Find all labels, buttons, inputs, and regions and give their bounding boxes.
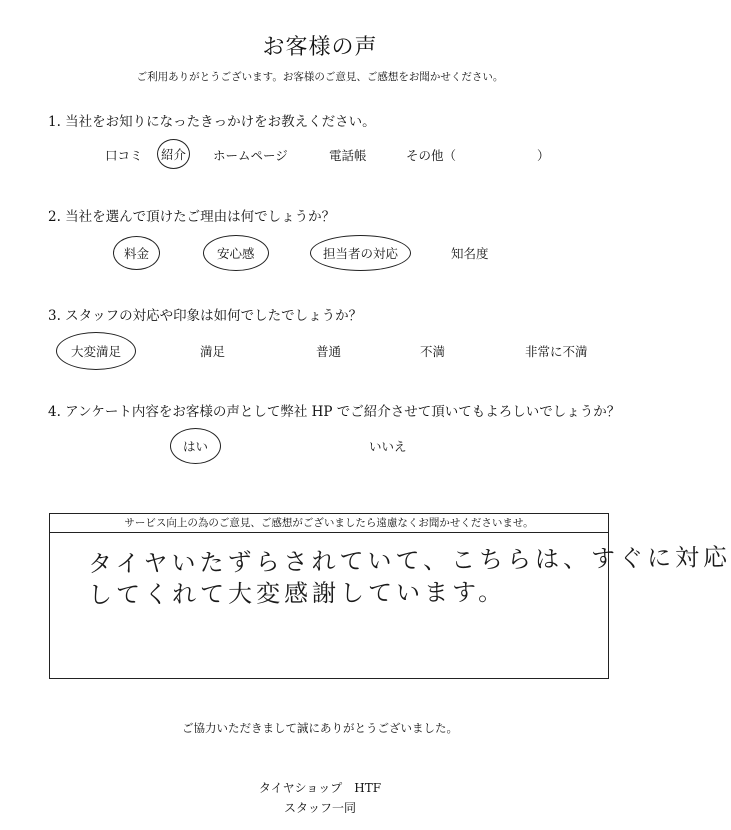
q3-option-futsuu[interactable]: 普通 (316, 344, 342, 359)
q1-option-shoukai-label: 紹介 (161, 147, 187, 162)
q2-option-tantousha-label: 担当者の対応 (323, 246, 399, 261)
q2-option-anshinkan-circled[interactable] (203, 235, 269, 271)
staff-signature: スタッフ一同 (283, 801, 356, 815)
q1-option-other-close: ） (537, 148, 550, 163)
q4-option-iie[interactable]: いいえ (369, 439, 407, 454)
q3-option-fuman[interactable]: 不満 (420, 344, 446, 359)
q4-option-hai-label: はい (183, 439, 209, 454)
question-2: 2. 当社を選んで頂けたご理由は何でしょうか？ (48, 209, 336, 225)
closing-thanks: ご協力いただきまして誠にありがとうございました。 (182, 721, 458, 735)
q3-option-manzoku[interactable]: 満足 (200, 344, 226, 359)
question-3: 3. スタッフの対応や印象は如何でしたでしょうか？ (48, 308, 363, 324)
q2-option-anshinkan-label: 安心感 (217, 246, 255, 261)
question-1: 1. 当社をお知りになったきっかけをお教えください。 (48, 114, 376, 130)
q3-option-taihen-manzoku-label: 大変満足 (71, 344, 122, 359)
page-title: お客様の声 (262, 35, 378, 60)
comment-box-header: サービス向上の為のご意見、ご感想がございましたら遠慮なくお聞かせくださいませ。 (50, 514, 608, 533)
q1-option-other[interactable]: その他（ (406, 148, 457, 163)
q3-option-taihen-manzoku-circled[interactable] (56, 332, 136, 370)
comment-box (49, 513, 731, 679)
q4-option-hai-circled[interactable] (170, 428, 221, 464)
q2-option-tantousha-circled[interactable] (310, 235, 411, 271)
q2-option-chimeido[interactable]: 知名度 (451, 246, 489, 261)
q1-option-kuchikomi[interactable]: 口コミ (105, 148, 143, 163)
question-4: 4. アンケート内容をお客様の声として弊社 HP でご紹介させて頂いてもよろしいでしょうか？ (48, 404, 621, 420)
page-subtitle: ご利用ありがとうございます。お客様のご意見、ご感想をお聞かせください。 (136, 71, 504, 83)
shop-name: タイヤショップ HTF (258, 781, 382, 795)
q1-option-shoukai-circled[interactable] (157, 139, 190, 169)
handwritten-comment-line-1: タイヤいたずらされていて、こちらは、すぐに対応 (87, 543, 731, 578)
q2-option-ryoukin-circled[interactable] (113, 236, 160, 270)
handwritten-comment-line-2: してくれて大変感謝しています。 (87, 578, 507, 609)
q2-option-ryoukin-label: 料金 (124, 246, 150, 261)
q1-option-homepage[interactable]: ホームページ (213, 148, 288, 163)
q3-option-hijouni-fuman[interactable]: 非常に不満 (525, 344, 588, 359)
q1-option-denwacho[interactable]: 電話帳 (329, 148, 367, 163)
